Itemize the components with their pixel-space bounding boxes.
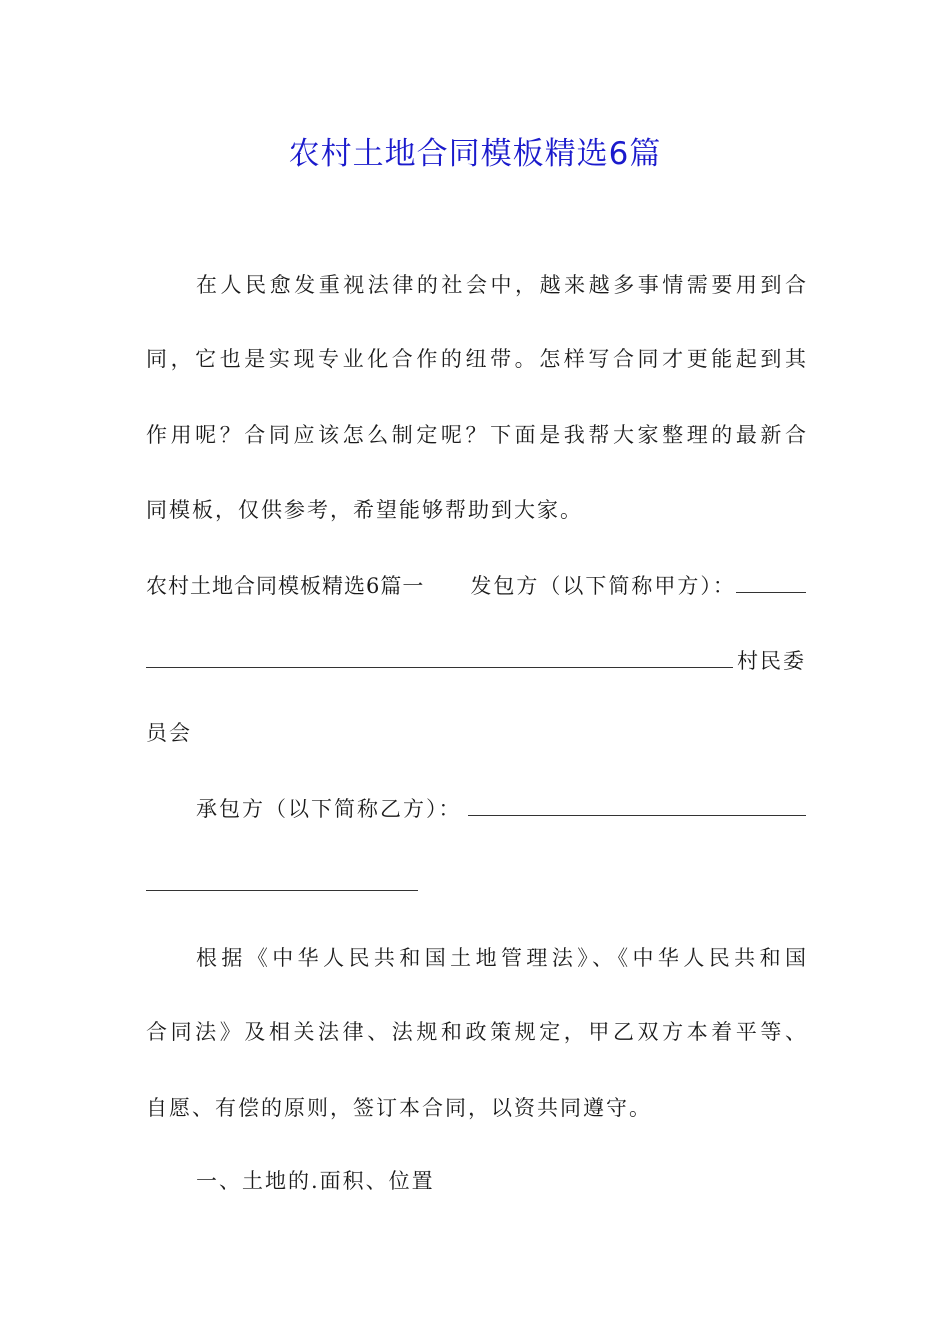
- party-b-label: 承包方（以下简称乙方）：: [196, 797, 462, 821]
- body-line-3: 自愿、有偿的原则，签订本合同，以资共同遵守。: [146, 1096, 652, 1120]
- party-a-row-2: [146, 645, 806, 676]
- party-a-suffix: 村民委: [737, 649, 806, 673]
- party-a-row: [146, 570, 806, 601]
- page-title: 农村土地合同模板精选6篇: [288, 136, 662, 172]
- party-a-suffix-2: 员会: [146, 721, 192, 745]
- intro-line-3: 作用呢？合同应该怎么制定呢？下面是我帮大家整理的最新合: [146, 423, 806, 447]
- party-b-blank: [468, 793, 807, 816]
- section-heading: 农村土地合同模板精选6篇一: [146, 574, 425, 598]
- party-b-blank-2: [146, 868, 418, 891]
- party-a-label: 发包方（以下简称甲方）：: [470, 574, 736, 598]
- body-line-1: 根据《中华人民共和国土地管理法》、《中华人民共和国: [196, 946, 806, 970]
- intro-line-1: 在人民愈发重视法律的社会中，越来越多事情需要用到合: [196, 273, 806, 297]
- party-b-row: [146, 793, 806, 824]
- clause-1-heading: 一、土地的.面积、位置: [196, 1169, 435, 1193]
- party-a-blank-start: [736, 570, 806, 593]
- body-line-2: 合同法》及相关法律、法规和政策规定，甲乙双方本着平等、: [146, 1020, 806, 1044]
- intro-line-2: 同，它也是实现专业化合作的纽带。怎样写合同才更能起到其: [146, 347, 806, 371]
- party-b-row-2: [146, 868, 806, 899]
- party-a-blank: [146, 645, 733, 668]
- intro-line-4: 同模板，仅供参考，希望能够帮助到大家。: [146, 498, 583, 522]
